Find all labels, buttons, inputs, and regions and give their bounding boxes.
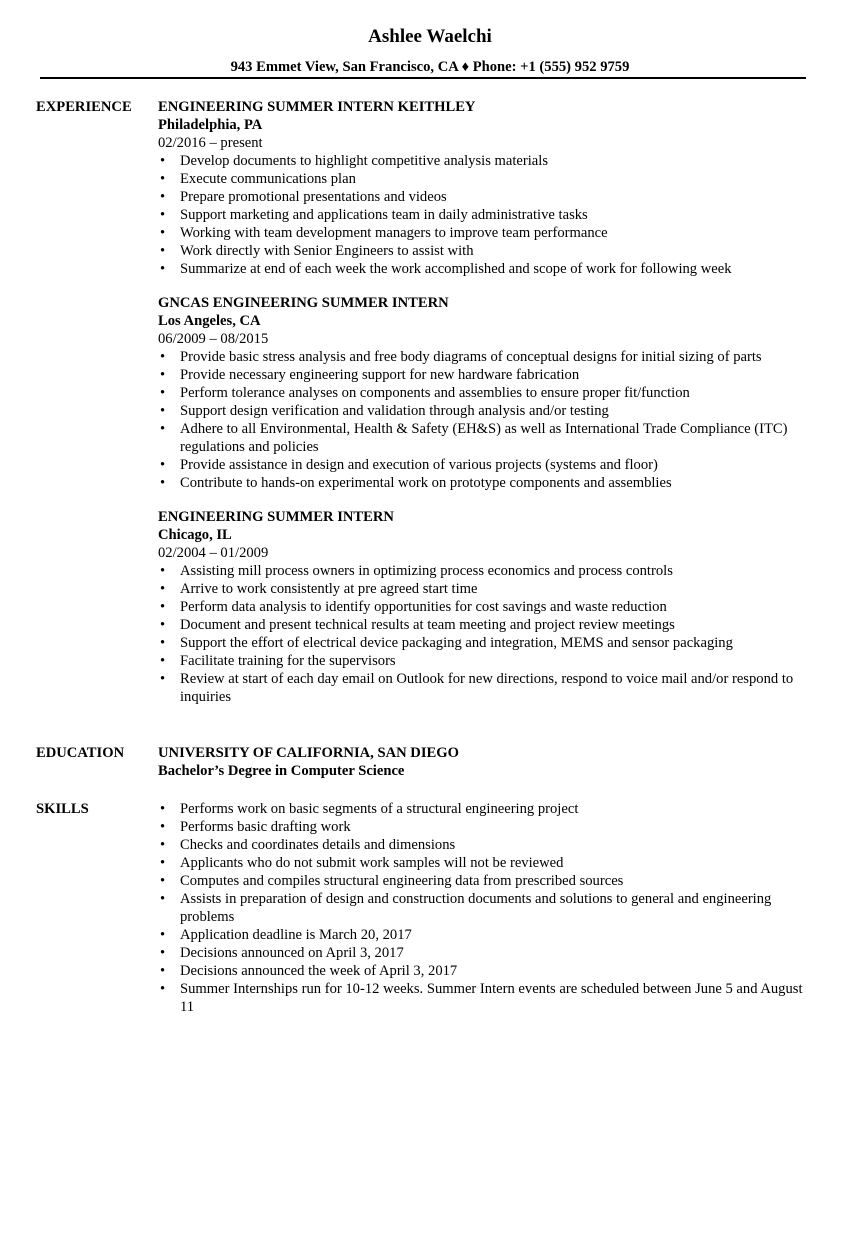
bullet-item: • Contribute to hands-on experimental work on prototype components and assemblies	[158, 474, 818, 492]
bullet-item: • Provide necessary engineering support for new hardware fabrication	[158, 366, 818, 384]
bullet-item: • Develop documents to highlight competitive analysis materials	[158, 152, 818, 170]
bullet-item: • Arrive to work consistently at pre agreed start time	[158, 580, 818, 598]
job-bullets	[158, 152, 818, 278]
bullet-item: • Support marketing and applications team in daily administrative tasks	[158, 206, 818, 224]
job-title: GNCAS ENGINEERING SUMMER INTERN	[158, 295, 449, 311]
skill-item: • Performs basic drafting work	[158, 818, 818, 836]
job-entry	[158, 508, 818, 706]
job-dates: 02/2004 – 01/2009	[158, 545, 269, 561]
education-degree: Bachelor’s Degree in Computer Science	[158, 763, 405, 779]
bullet-item: • Provide assistance in design and execution of various projects (systems and floor)	[158, 456, 818, 474]
skill-item: • Performs work on basic segments of a structural engineering project	[158, 800, 818, 818]
skill-item: • Decisions announced on April 3, 2017	[158, 944, 818, 962]
job-location: Chicago, IL	[158, 527, 232, 543]
skills-body	[158, 800, 818, 1016]
job-title: ENGINEERING SUMMER INTERN	[158, 509, 394, 525]
job-entry	[158, 294, 818, 492]
bullet-item: • Perform data analysis to identify opportunities for cost savings and waste reduction	[158, 598, 818, 616]
bullet-item: • Working with team development managers to improve team performance	[158, 224, 818, 242]
bullet-item: • Review at start of each day email on Outlook for new directions, respond to voice mail and/or respond to inquiries	[158, 670, 818, 706]
bullet-item: • Support the effort of electrical device packaging and integration, MEMS and sensor packaging	[158, 634, 818, 652]
skill-item: • Summer Internships run for 10-12 weeks. Summer Intern events are scheduled between June 5 and August 11	[158, 980, 818, 1016]
contact-line: 943 Emmet View, San Francisco, CA ♦ Phone: +1 (555) 952 9759	[230, 59, 630, 75]
bullet-item: • Summarize at end of each week the work accomplished and scope of work for following week	[158, 260, 818, 278]
resume-name: Ashlee Waelchi	[368, 26, 492, 47]
skill-item: • Decisions announced the week of April 3, 2017	[158, 962, 818, 980]
job-dates: 06/2009 – 08/2015	[158, 331, 269, 347]
skills-label: SKILLS	[36, 801, 89, 817]
bullet-item: • Provide basic stress analysis and free body diagrams of conceptual designs for initial sizing of parts	[158, 348, 818, 366]
skill-item: • Assists in preparation of design and construction documents and solutions to general and engineering problems	[158, 890, 818, 926]
skill-item: • Checks and coordinates details and dimensions	[158, 836, 818, 854]
education-school: UNIVERSITY OF CALIFORNIA, SAN DIEGO	[158, 745, 459, 761]
education-label: EDUCATION	[36, 745, 125, 761]
bullet-item: • Support design verification and validation through analysis and/or testing	[158, 402, 818, 420]
education-body	[158, 744, 818, 780]
header-divider	[40, 77, 806, 79]
skill-item: • Computes and compiles structural engineering data from prescribed sources	[158, 872, 818, 890]
bullet-item: • Work directly with Senior Engineers to assist with	[158, 242, 818, 260]
experience-body	[158, 98, 818, 722]
job-location: Los Angeles, CA	[158, 313, 261, 329]
bullet-item: • Prepare promotional presentations and videos	[158, 188, 818, 206]
skill-item: • Applicants who do not submit work samples will not be reviewed	[158, 854, 818, 872]
job-dates: 02/2016 – present	[158, 135, 263, 151]
job-entry	[158, 98, 818, 278]
job-location: Philadelphia, PA	[158, 117, 263, 133]
bullet-item: • Perform tolerance analyses on components and assemblies to ensure proper fit/function	[158, 384, 818, 402]
bullet-item: • Execute communications plan	[158, 170, 818, 188]
bullet-item: • Assisting mill process owners in optimizing process economics and process controls	[158, 562, 818, 580]
job-bullets	[158, 348, 818, 492]
job-bullets	[158, 562, 818, 706]
bullet-item: • Document and present technical results at team meeting and project review meetings	[158, 616, 818, 634]
job-title: ENGINEERING SUMMER INTERN KEITHLEY	[158, 99, 476, 115]
experience-label: EXPERIENCE	[36, 99, 132, 115]
bullet-item: • Adhere to all Environmental, Health & Safety (EH&S) as well as International Trade Compliance (ITC) regulations and policies	[158, 420, 818, 456]
skill-item: • Application deadline is March 20, 2017	[158, 926, 818, 944]
bullet-item: • Facilitate training for the supervisors	[158, 652, 818, 670]
skills-list	[158, 800, 818, 1016]
